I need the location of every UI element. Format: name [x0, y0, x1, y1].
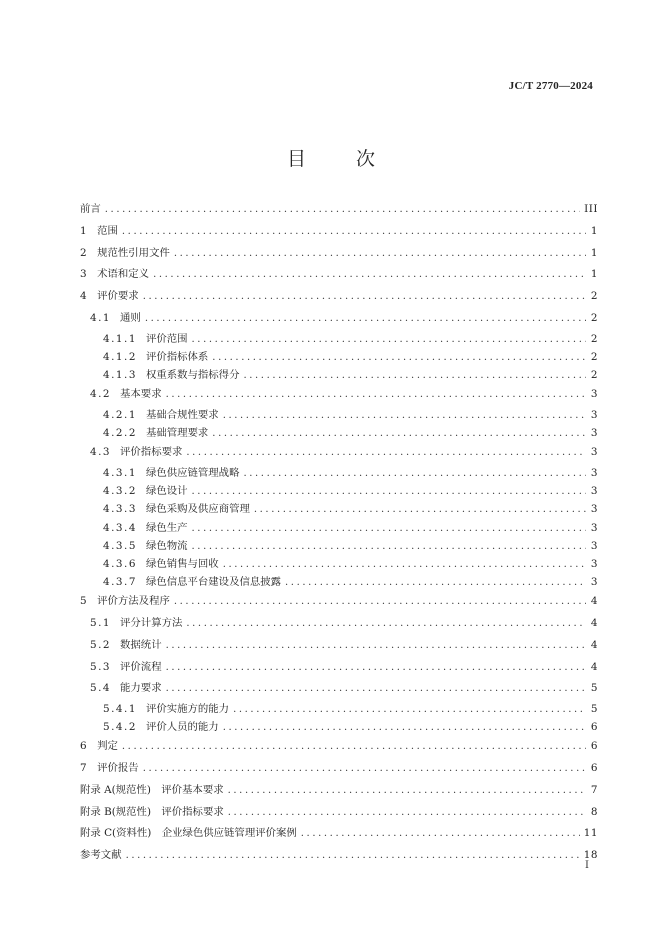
- toc-entry-page: 6: [590, 762, 598, 775]
- toc-entry-label: [90, 442, 182, 464]
- toc-entry-label: [90, 678, 162, 700]
- toc-entry-page: 8: [590, 805, 598, 818]
- toc-leader-dots: [186, 613, 586, 635]
- toc-leader-dots: [285, 574, 586, 591]
- toc-entry-text: 基础合规性要求: [145, 408, 219, 421]
- toc-entry-number: 4.3.7: [103, 576, 137, 589]
- toc-entry-text: 评价人员的能力: [145, 721, 219, 734]
- toc-entry-label: [103, 700, 229, 718]
- toc-entry-page: 1: [590, 224, 598, 237]
- toc-entry-label: [103, 330, 188, 348]
- toc-entry-number: 4.1.3: [103, 368, 137, 381]
- toc-entry-label: [103, 424, 208, 442]
- toc-entry-number: 5.3: [90, 660, 112, 673]
- toc-entry-text: 评分计算方法: [120, 617, 183, 629]
- standard-code: JC/T 2770—2024: [508, 80, 593, 92]
- toc-entry-text: 范围: [97, 224, 118, 237]
- toc-entry[interactable]: [80, 264, 598, 286]
- toc-entry-text: 评价指标要求: [120, 446, 183, 459]
- toc-entry[interactable]: [80, 221, 598, 243]
- toc-leader-dots: [301, 823, 580, 845]
- toc-entry-number: 3: [80, 268, 89, 281]
- toc-entry-number: 4.3.4: [103, 521, 137, 534]
- toc-leader-dots: [145, 308, 586, 330]
- toc-leader-dots: [243, 465, 586, 482]
- toc-entry-number: 5.4: [90, 682, 112, 695]
- toc-leader-dots: [212, 425, 586, 442]
- toc-entry-text: 绿色销售与回收: [145, 557, 219, 570]
- toc-entry-number: 4.3.2: [103, 485, 137, 498]
- toc-entry-label: [103, 406, 219, 424]
- toc-entry[interactable]: [80, 199, 598, 221]
- toc-entry-page: 3: [590, 503, 598, 516]
- toc-entry[interactable]: [80, 700, 598, 718]
- toc-entry-label: [103, 464, 239, 482]
- toc-entry-label: [80, 845, 122, 867]
- toc-leader-dots: [223, 556, 586, 573]
- toc-entry[interactable]: [80, 718, 598, 736]
- toc-entry-page: 3: [590, 539, 598, 552]
- toc-entry[interactable]: [80, 424, 598, 442]
- toc-entry-page: 2: [590, 311, 598, 324]
- toc-entry[interactable]: [80, 406, 598, 424]
- toc-entry-number: 5: [80, 595, 89, 608]
- toc-entry-page: 2: [590, 290, 598, 302]
- toc-entry[interactable]: [80, 537, 598, 555]
- toc-entry[interactable]: [80, 519, 598, 537]
- toc-leader-dots: [228, 780, 586, 802]
- toc-entry-page: 3: [590, 521, 598, 534]
- toc-entry-page: 3: [590, 388, 598, 401]
- toc-entry[interactable]: [80, 802, 598, 824]
- toc-leader-dots: [174, 591, 586, 613]
- toc-entry-text: 评价范围: [145, 332, 188, 345]
- toc-leader-dots: [143, 286, 586, 308]
- toc-leader-dots: [166, 635, 586, 657]
- toc-leader-dots: [192, 538, 586, 555]
- toc-entry-text: 基本要求: [120, 388, 162, 401]
- toc-entry-page: 5: [590, 703, 598, 715]
- toc-entry-text: 评价要求: [97, 290, 139, 302]
- toc-entry-number: 4.2.2: [103, 427, 137, 439]
- toc-entry-number: 4.1.1: [103, 332, 137, 345]
- toc-entry-text: 评价流程: [120, 660, 162, 673]
- toc-entry-number: 5.4.2: [103, 721, 137, 734]
- toc-entry-number: 5.2: [90, 638, 112, 651]
- toc-entry-page: 4: [590, 638, 598, 651]
- toc-entry-label: [90, 657, 162, 679]
- toc-entry-text: 绿色信息平台建设及信息披露: [145, 576, 282, 589]
- toc-entry[interactable]: [80, 330, 598, 348]
- toc-entry-label: [103, 555, 219, 573]
- toc-entry-page: 3: [590, 446, 598, 459]
- toc-entry-number: 4: [80, 290, 89, 302]
- toc-entry-text: 绿色生产: [145, 521, 188, 534]
- toc-entry[interactable]: [80, 243, 598, 265]
- toc-entry-page: 11: [583, 827, 598, 840]
- toc-entry[interactable]: [80, 591, 598, 613]
- toc-entry-page: 6: [590, 740, 598, 753]
- toc-entry-label: [103, 718, 219, 736]
- toc-entry-text: 绿色设计: [145, 485, 188, 498]
- toc-entry-number: 5.1: [90, 617, 112, 629]
- toc-entry-label: [103, 519, 188, 537]
- toc-entry-number: 4.2.1: [103, 408, 137, 421]
- toc-leader-dots: [166, 384, 586, 406]
- toc-entry-label: [90, 613, 182, 635]
- toc-leader-dots: [243, 367, 586, 384]
- toc-leader-dots: [254, 501, 586, 518]
- toc-entry-text: 判定: [97, 740, 118, 753]
- toc-entry-number: 4.3.1: [103, 466, 137, 479]
- toc-leader-dots: [122, 736, 586, 758]
- toc-entry-page: 5: [590, 682, 598, 695]
- toc-entry[interactable]: [80, 482, 598, 500]
- toc-entry-label: [90, 384, 162, 406]
- toc-entry-label: [80, 591, 170, 613]
- toc-entry-page: 3: [590, 576, 598, 589]
- toc-leader-dots: [166, 678, 586, 700]
- toc-entry[interactable]: [80, 308, 598, 330]
- toc-entry[interactable]: [80, 442, 598, 464]
- toc-leader-dots: [153, 264, 586, 286]
- toc-entry-page: 1: [590, 268, 598, 281]
- toc-entry-page: 4: [590, 595, 598, 608]
- toc-entry-label: [80, 823, 297, 845]
- page-title: 目 次: [286, 148, 398, 170]
- toc-entry-label: [80, 199, 101, 221]
- toc-entry-label: [90, 308, 141, 330]
- toc-entry-page: 18: [583, 849, 598, 862]
- toc-entry-label: [80, 802, 224, 824]
- toc-entry-text: 附录 C(资料性) 企业绿色供应链管理评价案例: [80, 827, 297, 840]
- toc-entry[interactable]: [80, 555, 598, 573]
- toc-entry-text: 参考文献: [80, 849, 122, 862]
- toc-entry-number: 4.2: [90, 388, 112, 401]
- toc-entry-page: 7: [590, 783, 598, 796]
- toc-entry-number: 4.3.6: [103, 557, 137, 570]
- toc-leader-dots: [223, 719, 586, 736]
- toc-entry-number: 1: [80, 224, 89, 237]
- toc-entry-text: 评价指标体系: [145, 350, 209, 363]
- toc-entry-page: 4: [590, 617, 598, 629]
- toc-entry-text: 规范性引用文件: [97, 246, 170, 259]
- toc-entry[interactable]: [80, 736, 598, 758]
- toc-leader-dots: [174, 243, 586, 265]
- toc-leader-dots: [126, 845, 580, 867]
- toc-entry-text: 能力要求: [120, 682, 162, 695]
- toc-entry-text: 通则: [120, 311, 141, 324]
- toc-leader-dots: [228, 802, 586, 824]
- toc-entry-page: 2: [590, 368, 598, 381]
- toc-entry-label: [103, 500, 250, 518]
- toc-entry-label: [103, 482, 188, 500]
- toc-entry-text: 附录 A(规范性) 评价基本要求: [80, 783, 224, 796]
- toc-entry-page: 4: [590, 660, 598, 673]
- toc-entry-label: [103, 537, 188, 555]
- toc-entry-text: 术语和定义: [97, 268, 150, 281]
- toc-entry[interactable]: [80, 823, 598, 845]
- toc-entry[interactable]: [80, 635, 598, 657]
- toc-entry-label: [103, 573, 281, 591]
- toc-entry[interactable]: [80, 613, 598, 635]
- toc-entry-number: 4.3.5: [103, 539, 137, 552]
- toc-entry-text: 评价实施方的能力: [145, 703, 230, 715]
- toc-entry-page: III: [584, 203, 598, 215]
- toc-leader-dots: [122, 221, 586, 243]
- toc-leader-dots: [105, 199, 580, 221]
- toc-entry-label: [90, 635, 162, 657]
- toc-entry[interactable]: [80, 384, 598, 406]
- toc-entry-label: [80, 286, 139, 308]
- toc-entry-text: 评价方法及程序: [97, 595, 170, 608]
- toc-entry-text: 评价报告: [97, 762, 139, 775]
- toc-leader-dots: [192, 520, 586, 537]
- toc-entry[interactable]: [80, 678, 598, 700]
- toc-entry[interactable]: [80, 845, 598, 867]
- toc-entry-page: 3: [590, 427, 598, 439]
- toc-leader-dots: [233, 701, 586, 718]
- toc-entry-label: [103, 348, 208, 366]
- table-of-contents: [80, 199, 598, 867]
- toc-entry[interactable]: [80, 780, 598, 802]
- toc-entry-text: 绿色采购及供应商管理: [145, 503, 250, 516]
- toc-entry-number: 7: [80, 762, 89, 775]
- toc-entry-number: 4.3.3: [103, 503, 137, 516]
- toc-entry-number: 4.1.2: [103, 350, 137, 363]
- toc-entry-text: 前言: [80, 203, 101, 215]
- toc-entry-number: 2: [80, 246, 89, 259]
- toc-entry-label: [80, 264, 149, 286]
- toc-entry-label: [80, 780, 224, 802]
- toc-entry-text: 绿色物流: [145, 539, 188, 552]
- toc-leader-dots: [192, 483, 586, 500]
- toc-entry-label: [80, 243, 170, 265]
- toc-entry-number: 4.3: [90, 446, 112, 459]
- toc-leader-dots: [143, 758, 586, 780]
- toc-leader-dots: [186, 442, 586, 464]
- toc-entry-text: 数据统计: [120, 638, 162, 651]
- toc-entry-page: 1: [590, 246, 598, 259]
- toc-entry-label: [80, 221, 118, 243]
- toc-leader-dots: [192, 331, 586, 348]
- toc-entry-page: 3: [590, 557, 598, 570]
- toc-entry[interactable]: [80, 573, 598, 591]
- toc-entry-page: 3: [590, 485, 598, 498]
- toc-entry-page: 2: [590, 350, 598, 363]
- toc-entry-text: 权重系数与指标得分: [145, 368, 240, 381]
- toc-entry-page: 2: [590, 332, 598, 345]
- toc-entry-number: 5.4.1: [103, 703, 137, 715]
- toc-entry-text: 附录 B(规范性) 评价指标要求: [80, 805, 224, 818]
- toc-entry-page: 3: [590, 408, 598, 421]
- toc-entry[interactable]: [80, 657, 598, 679]
- toc-entry-page: 6: [590, 721, 598, 734]
- toc-entry-page: 3: [590, 466, 598, 479]
- toc-entry-number: 6: [80, 740, 89, 753]
- toc-entry-label: [103, 366, 239, 384]
- toc-entry-number: 4.1: [90, 311, 112, 324]
- toc-entry[interactable]: [80, 500, 598, 518]
- toc-entry[interactable]: [80, 464, 598, 482]
- toc-entry-label: [80, 758, 139, 780]
- toc-leader-dots: [166, 657, 586, 679]
- toc-leader-dots: [212, 349, 586, 366]
- page-number: I: [585, 860, 589, 871]
- toc-entry-text: 基础管理要求: [145, 427, 209, 439]
- toc-entry-text: 绿色供应链管理战略: [145, 466, 240, 479]
- toc-entry-label: [80, 736, 118, 758]
- toc-entry[interactable]: [80, 758, 598, 780]
- toc-entry[interactable]: [80, 348, 598, 366]
- toc-leader-dots: [223, 407, 586, 424]
- toc-entry[interactable]: [80, 286, 598, 308]
- toc-entry[interactable]: [80, 366, 598, 384]
